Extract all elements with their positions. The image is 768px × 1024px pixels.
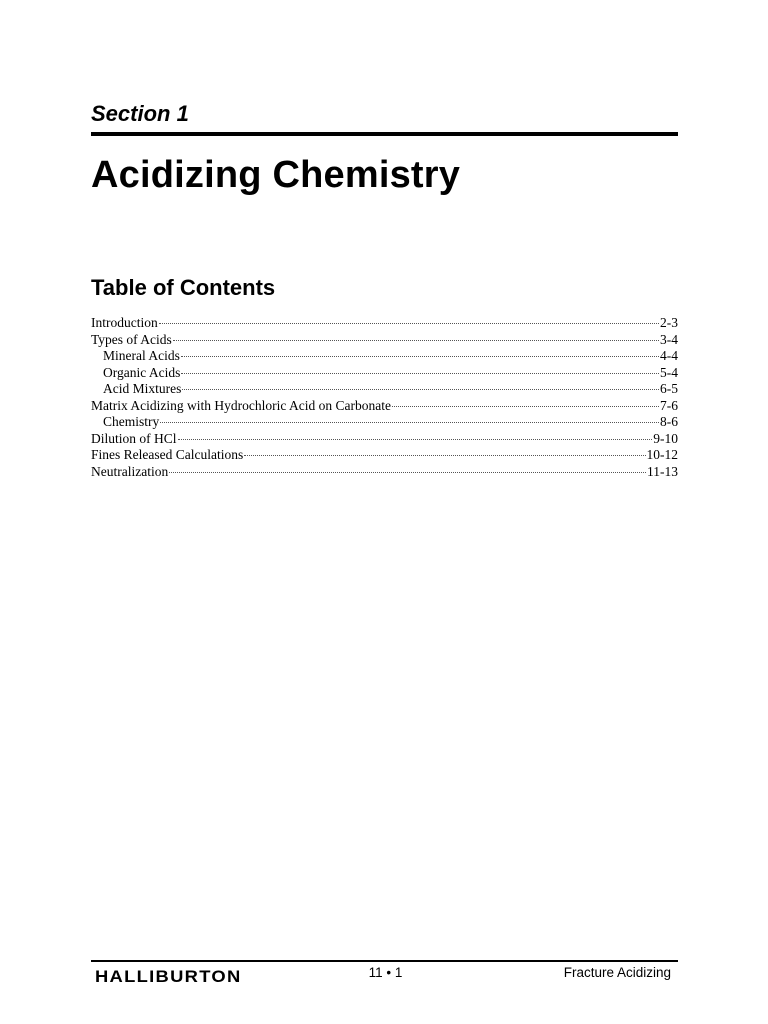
toc-entry-page: 7-6: [660, 397, 678, 413]
toc-dot-leader: [173, 340, 659, 341]
table-of-contents: [91, 315, 678, 480]
toc-entry-text: Mineral Acids: [103, 348, 180, 363]
toc-entry-text: Matrix Acidizing with Hydrochloric Acid on Carbonate: [91, 397, 391, 413]
toc-entry-page: 8-6: [660, 414, 678, 429]
toc-dot-leader: [392, 406, 659, 407]
halliburton-logo: HALLIBURTON: [95, 967, 242, 986]
toc-entry-page: 11-13: [647, 463, 678, 479]
toc-dot-leader: [181, 356, 659, 357]
toc-dot-leader: [182, 389, 659, 390]
toc-entry-text: Dilution of HCl: [91, 430, 177, 446]
toc-entry-neutralization[interactable]: [91, 464, 678, 481]
toc-entry-text: Acid Mixtures: [103, 381, 182, 396]
toc-entry-chemistry[interactable]: [91, 414, 678, 431]
toc-heading: Table of Contents: [91, 275, 276, 300]
toc-entry-page: 10-12: [646, 447, 678, 462]
toc-dot-leader: [160, 422, 659, 423]
toc-entry-acid-mixtures[interactable]: [91, 381, 678, 398]
toc-entry-page: 4-4: [660, 348, 678, 363]
footer-page-number: 11 • 1: [368, 965, 403, 980]
toc-entry-mineral-acids[interactable]: [91, 348, 678, 365]
toc-dot-leader: [159, 323, 659, 324]
page-title: Acidizing Chemistry: [91, 154, 461, 196]
toc-entry-text: Types of Acids: [91, 331, 172, 347]
toc-entry-page: 6-5: [660, 381, 678, 396]
toc-entry-text: Organic Acids: [103, 364, 181, 380]
toc-entry-text: Chemistry: [103, 414, 160, 429]
toc-dot-leader: [169, 472, 646, 473]
toc-entry-types-of-acids[interactable]: [91, 332, 678, 349]
footer-rule: [91, 960, 678, 962]
toc-entry-text: Introduction: [91, 315, 158, 330]
toc-entry-introduction[interactable]: [91, 315, 678, 332]
toc-entry-page: 5-4: [660, 364, 678, 380]
toc-entry-page: 2-3: [660, 315, 678, 330]
toc-entry-text: Neutralization: [91, 463, 169, 479]
title-rule: [91, 132, 678, 136]
toc-entry-organic-acids[interactable]: [91, 365, 678, 382]
toc-dot-leader: [244, 455, 645, 456]
toc-entry-text: Fines Released Calculations: [91, 447, 244, 462]
toc-entry-page: 3-4: [660, 331, 678, 347]
toc-dot-leader: [178, 439, 653, 440]
toc-entry-dilution-of-hcl[interactable]: [91, 431, 678, 448]
toc-entry-fines-released[interactable]: [91, 447, 678, 464]
toc-entry-page: 9-10: [653, 430, 678, 446]
footer-book-title: Fracture Acidizing: [563, 965, 671, 980]
toc-entry-matrix-acidizing[interactable]: [91, 398, 678, 415]
toc-dot-leader: [181, 373, 659, 374]
section-label: Section 1: [91, 101, 189, 126]
